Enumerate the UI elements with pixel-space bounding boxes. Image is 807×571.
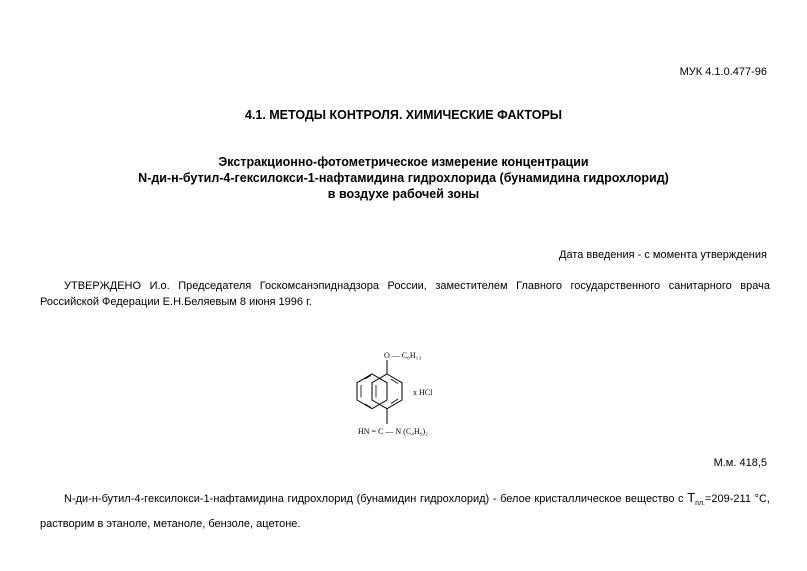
description-text-before: N-ди-н-бутил-4-гексилокси-1-нафтамидина гидрохлорид (бунамидин гидрохлорид) - белое кристаллическое вещество с bbox=[64, 493, 684, 505]
melting-point-symbol: T bbox=[687, 490, 696, 505]
section-title: 4.1. МЕТОДЫ КОНТРОЛЯ. ХИМИЧЕСКИЕ ФАКТОРЫ bbox=[244, 108, 563, 122]
introduction-date: Дата введения - с момента утверждения bbox=[559, 249, 767, 261]
double-bond-6 bbox=[365, 404, 371, 408]
molar-mass: М.м. 418,5 bbox=[713, 457, 767, 469]
document-title-line-1: Экстракционно-фотометрическое измерение концентрации bbox=[218, 155, 589, 169]
approval-paragraph bbox=[40, 278, 770, 310]
melting-point-subscript: пл. bbox=[695, 500, 705, 507]
document-code: МУК 4.1.0.477-96 bbox=[679, 66, 767, 78]
document-title-line-2: N-ди-н-бутил-4-гексилокси-1-нафтамидина гидрохлорида (бунамидина гидрохлорид) bbox=[138, 171, 669, 185]
description-paragraph bbox=[40, 488, 770, 534]
hcl-salt-label: x HCl bbox=[413, 388, 433, 397]
approval-text: УТВЕРЖДЕНО И.о. Председателя Госкомсанэпиднадзора России, заместителем Главного государственного санитарного врача Российской Федерации Е.Н.Беляевым 8 июня 1996 г. bbox=[40, 280, 770, 308]
oxygen-substituent-label: O — C₆H₁₃ bbox=[384, 351, 422, 360]
structural-formula bbox=[343, 344, 483, 444]
amidine-group-label: HN = C — N (C₄H₉)₂ bbox=[358, 427, 428, 436]
document-title-line-3: в воздухе рабочей зоны bbox=[327, 187, 480, 201]
description-text-after: =209-211 °С, растворим в этаноле, метаноле, бензоле, ацетоне. bbox=[40, 493, 770, 530]
